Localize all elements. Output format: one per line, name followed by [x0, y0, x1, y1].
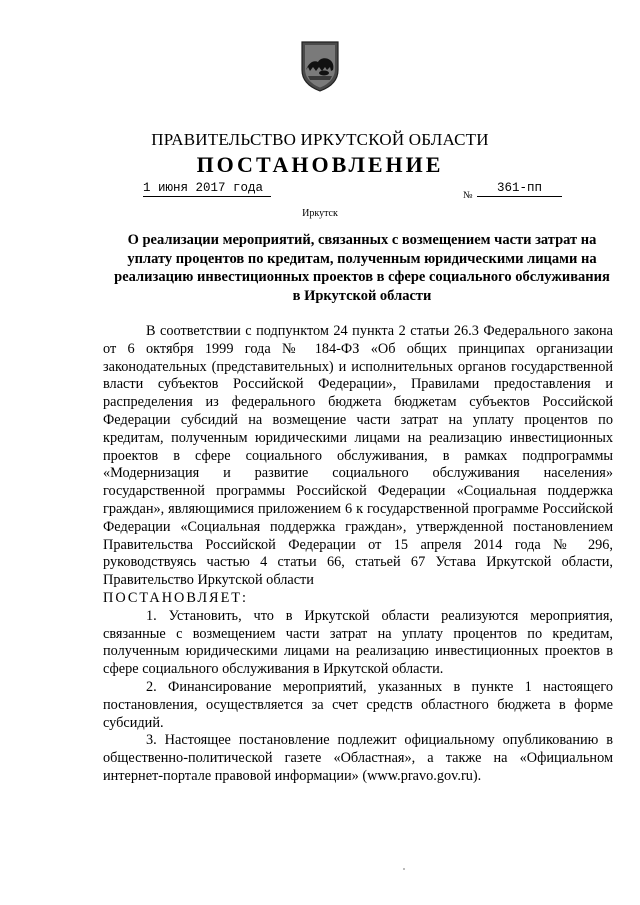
- coat-of-arms-icon: [300, 40, 340, 92]
- item-3-paragraph: 3. Настоящее постановление подлежит официальному опубликованию в общественно-политической газете «Областная», а также на «Официальном интернет-портале правовой информации» (www.pravo.gov.ru).: [103, 732, 613, 784]
- document-title: ПОСТАНОВЛЕНИЕ: [196, 152, 444, 177]
- scan-mark: [403, 868, 405, 870]
- document-body: [103, 323, 613, 786]
- resolves-label: ПОСТАНОВЛЯЕТ:: [103, 589, 249, 606]
- government-name: ПРАВИТЕЛЬСТВО ИРКУТСКОЙ ОБЛАСТИ: [151, 130, 489, 149]
- document-date: 1 июня 2017 года: [143, 181, 271, 197]
- preamble-paragraph: В соответствии с подпунктом 24 пункта 2 статьи 26.3 Федерального закона от 6 октября 1999 года № 184-ФЗ «Об общих принципах организации законодательных (представительных) и исполнительных органов государственной власти субъектов Российской Федерации», Правилами предоставления и распределения из федерального бюджета бюджетам субъектов Российской Федерации субсидий на возмещение части затрат на уплату процентов по кредитам, полученным юридическими лицами на реализацию инвестиционных проектов в сфере социального обслуживания, в рамках подпрограммы «Модернизация и развитие социального обслуживания населения» государственной программы Российской Федерации «Социальная поддержка граждан», являющимися приложением 6 к государственной программе Российской Федерации «Социальная поддержка граждан», утвержденной постановлением Правительства Российской Федерации от 15 апреля 2014 года № 296, руководствуясь частью 4 статьи 66, статьей 67 Устава Иркутской области, Правительство Иркутской области: [103, 323, 613, 589]
- document-heading: О реализации мероприятий, связанных с возмещением части затрат на уплату процентов по кредитам, полученным юридическими лицами на реализацию инвестиционных проектов в сфере социального обслуживания в Иркутской области: [114, 232, 610, 304]
- document-number: 361-пп: [477, 181, 562, 197]
- item-1-paragraph: 1. Установить, что в Иркутской области реализуются мероприятия, связанные с возмещением части затрат на уплату процентов по кредитам, полученным юридическими лицами на реализацию инвестиционных проектов в сфере социального обслуживания в Иркутской области.: [103, 607, 613, 678]
- item-2-paragraph: 2. Финансирование мероприятий, указанных в пункте 1 настоящего постановления, осуществляется за счет средств областного бюджета в форме субсидий.: [103, 678, 613, 731]
- number-label: №: [463, 190, 473, 201]
- city-name: Иркутск: [302, 208, 338, 219]
